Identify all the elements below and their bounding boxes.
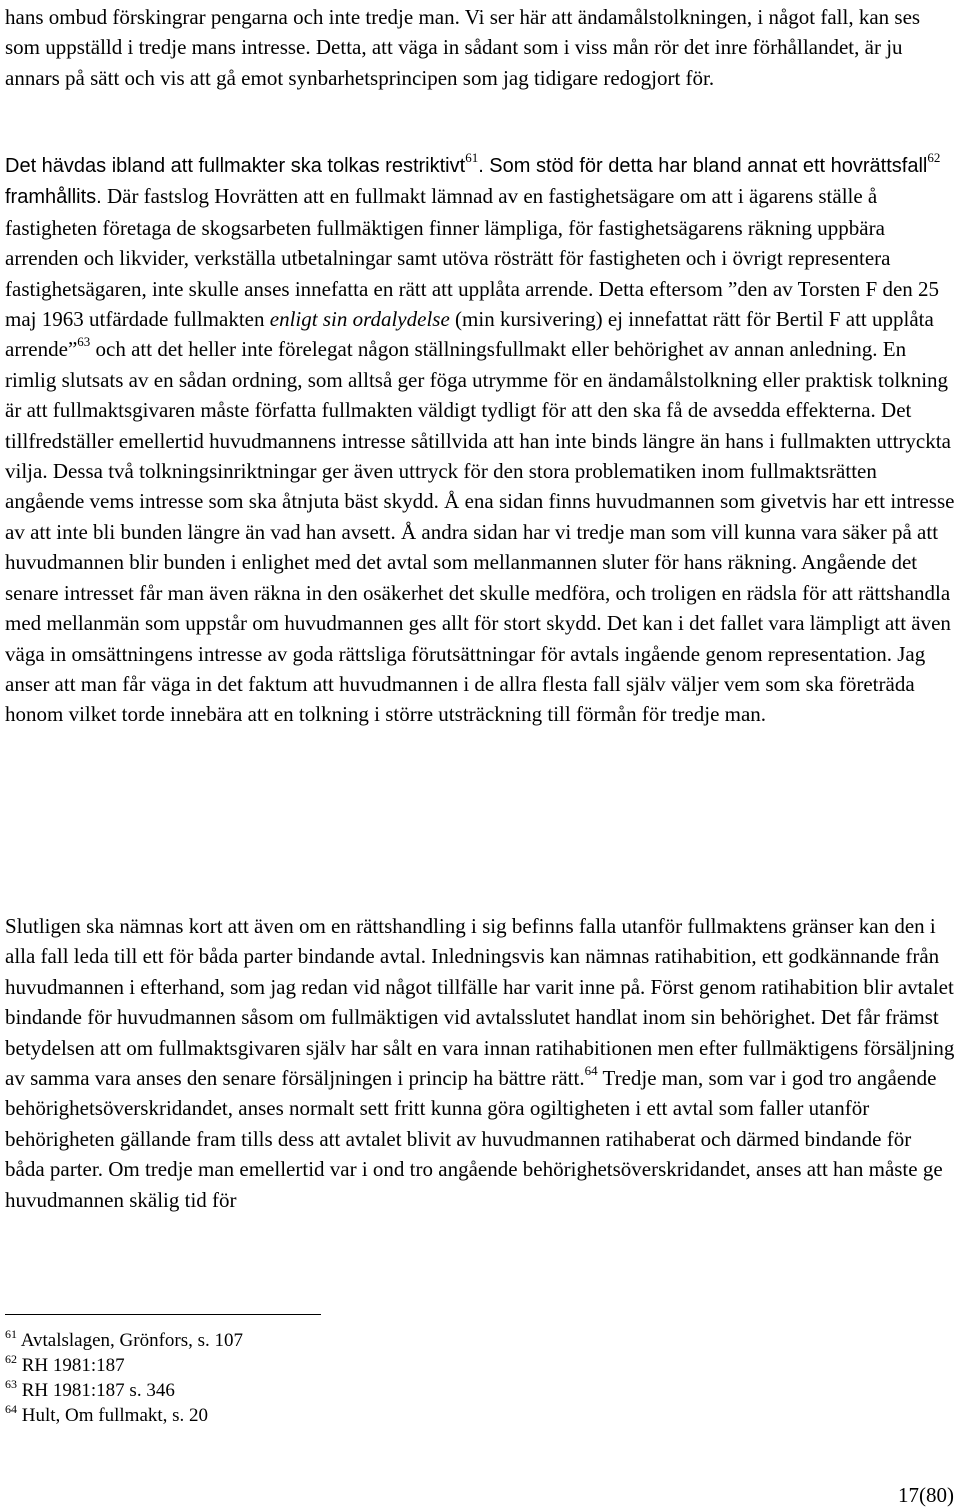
footnote-number: 64 <box>5 1401 17 1416</box>
footnote-ref-61[interactable]: 61 <box>465 150 479 165</box>
paragraph-2-text-f: och att det heller inte förelegat någon ställningsfullmakt eller behörighet av annan anledning. En rimlig slutsats av en sådan ordning, som alltså ger föga utrymme för en ändamålstolkning eller praktisk tolkning är att fullmaktsgivaren måste författa fullmakten väldigt tydligt för att den ska få de avsedda effekterna. Det tillfredställer emellertid huvudmannens intresse såtillvida att han inte binds längre än hans i fullmakten uttryckta vilja. Dessa två tolkningsinriktningar ger även uttryck för den stora problematiken inom fullmaktsrätten angående vems intresse som ska åtnjuta bäst skydd. Å ena sidan finns huvudmannen som givetvis har ett intresse av att inte bli bunden längre än vad han avsett. Å andra sidan har vi tredje man som vill kunna vara säker på att huvudmannen blir bunden i enlighet med det avtal som mellanmannen sluter för hans räkning. Angående det senare intresset får man även räkna in den osäkerhet det skulle medföra, och troligen en rädsla för att rättshandla med mellanmän som uppstår om huvudmannen ges allt för stort skydd. Det kan i det fallet vara lämpligt att även väga in omsättningens intresse av goda rättsliga förutsättningar för avtals ingående genom representation. Jag anser att man får väga in det faktum att huvudmannen i de allra flesta fall själv väljer vem som ska företräda honom vilket torde innebära att en tolkning i större utsträckning till förmån för tredje man. <box>5 337 955 727</box>
footnote-text: Hult, Om fullmakt, s. 20 <box>21 1405 209 1426</box>
paragraph-2-lead: Det hävdas ibland att fullmakter ska tolkas restriktivt <box>5 155 466 177</box>
footnote-ref-63[interactable]: 63 <box>77 334 91 350</box>
footnotes <box>5 1328 605 1428</box>
footnote-number: 61 <box>5 1326 17 1341</box>
paragraph-2-text-b: . Som stöd för detta har bland annat ett hovrättsfall <box>478 155 928 177</box>
footnote-ref-64[interactable]: 64 <box>584 1063 598 1079</box>
footnote-number: 62 <box>5 1351 17 1366</box>
footnote-divider <box>5 1314 321 1315</box>
footnote-text: Avtalslagen, Grönfors, s. 107 <box>20 1330 244 1351</box>
paragraph-3-text-b: Tredje man, som var i god tro angående behörighetsöverskridandet, anses normalt sett fritt kunna göra ogiltigheten i ett avtal som faller utanför behörigheten gällande fram tills dess att avtalet blivit av huvudmannen ratihaberat och därmed bindande för båda parter. Om tredje man emellertid var i ond tro angående behörighetsöverskridandet, anses att han måste ge huvudmannen skälig tid för <box>5 1066 943 1212</box>
footnote-text: RH 1981:187 <box>21 1355 125 1376</box>
footnote-63 <box>5 1378 605 1403</box>
footnote-ref-62[interactable]: 62 <box>927 150 941 165</box>
paragraph-2-text-e: (min kursivering) ej innefattat rätt för Bertil F att upplåta arrende” <box>5 307 934 362</box>
footnote-number: 63 <box>5 1376 17 1391</box>
paragraph-2-italic: enligt sin ordalydelse <box>269 307 450 332</box>
paragraph-1-text: hans ombud förskingrar pengarna och inte tredje man. Vi ser här att ändamålstolkningen, i något fall, kan ses som uppställd i tredje mans intresse. Detta, att väga in sådant som i viss mån rör det inre förhållandet, är ju annars på sätt och vis att gå emot synbarhetsprincipen som jag tidigare redogjort för. <box>5 5 921 90</box>
footnote-64 <box>5 1403 605 1428</box>
paragraph-3-text-a: Slutligen ska nämnas kort att även om en rättshandling i sig befinns falla utanför fullmaktens gränser kan den i alla fall leda till ett för båda parter bindande avtal. Inledningsvis kan nämnas ratihabition, ett godkännande från huvudmannen i efterhand, som jag redan vid något tillfälle har varit inne på. Först genom ratihabition blir avtalet bindande för huvudmannen såsom om fullmäktigen vid avtalsslutet handlat inom sin behörighet. Det får främst betydelsen att om fullmaktsgivaren själv har sålt en vara innan ratihabitionen men efter fullmäktigens försäljning av samma vara anses den senare försäljningen i princip ha bättre rätt. <box>5 914 955 1091</box>
paragraph-2-text-d: Där fastslog Hovrätten att en fullmakt lämnad av en fastighetsägare om att i ägarens ställe å fastigheten företaga de skogsarbeten fullmäktigen finner lämpliga, för fastighetsägarens räkning uppbära arrenden och likvider, verkställa utbetalningar samt utöva rösträtt för fastigheten och i övrigt representera fastighetsägaren, inte skulle anses innefatta en rätt att upplåta arrende. Detta eftersom ”den av Torsten F den 25 maj 1963 utfärdade fullmakten <box>5 184 940 332</box>
paragraph-2 <box>5 150 955 730</box>
page-number: 17(80) <box>898 1483 954 1507</box>
footnote-62 <box>5 1353 605 1378</box>
paragraph-3 <box>5 911 955 1215</box>
paragraph-1 <box>5 2 955 93</box>
paragraph-2-text-c: framhållits. <box>5 186 102 209</box>
footnote-text: RH 1981:187 s. 346 <box>21 1380 175 1401</box>
footnote-61 <box>5 1328 605 1353</box>
